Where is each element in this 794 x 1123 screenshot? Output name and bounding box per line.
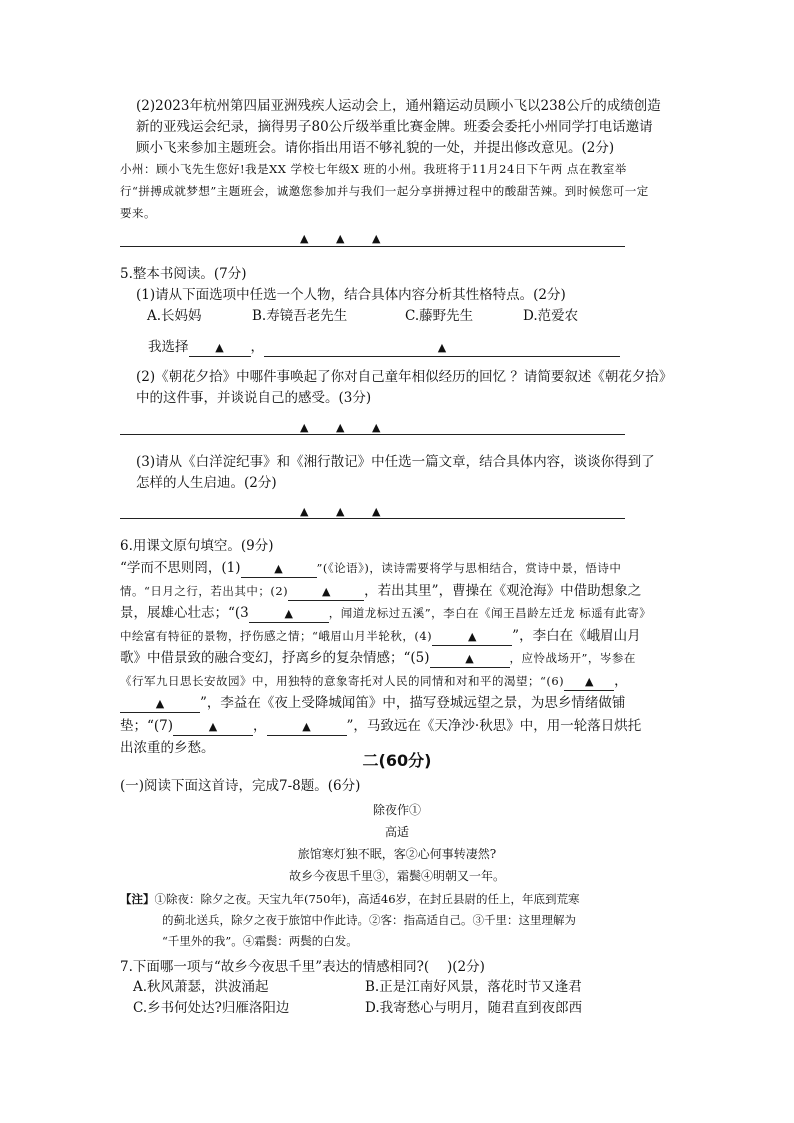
triangle-mark: ▲ bbox=[465, 652, 474, 665]
q4-2-call-text: 小州：顾小飞先生您好!我是XX 学校七年级X 班的小州。我班将于11月24日下午两 点在教室举行“拼搏成就梦想”主题班会，诚邀您参加并与我们一起分享拼搏过程中的酸甜苦辣。到时候您可一定要来。 bbox=[120, 162, 649, 220]
triangle-mark: ▲ bbox=[336, 232, 345, 245]
q6-text: ，闻道龙标过五溪”，李白在《闻王昌龄左迁龙 标遥有此寄》中绘富有特征的景物，抒伤感之情；“峨眉山月半轮秋，(4) bbox=[120, 606, 646, 643]
q7-option-b[interactable]: B.正是江南好风景，落花时节又逢君 bbox=[365, 979, 582, 995]
blank-1[interactable] bbox=[241, 561, 317, 578]
q6-text: ， bbox=[253, 717, 267, 734]
answer-triangles bbox=[300, 232, 408, 245]
answer-triangles bbox=[300, 421, 408, 434]
poem-title: 除夜作① bbox=[372, 803, 421, 817]
q5-option-c[interactable]: C.藤野先生 bbox=[405, 308, 474, 324]
answer-line[interactable] bbox=[120, 246, 625, 247]
blank-4[interactable] bbox=[432, 629, 512, 646]
note-label: 【注】 bbox=[120, 892, 155, 906]
note-text: 的蓟北送兵，除夕之夜于旅馆中作此诗。②客：指高适自己。③千里：这里理解为 bbox=[162, 913, 576, 927]
triangle-mark: ▲ bbox=[155, 697, 165, 710]
q5-sub1: (1)请从下面选项中任选一个人物，结合具体内容分析其性格特点。(2分) bbox=[136, 287, 566, 303]
blank-7a[interactable] bbox=[173, 719, 253, 736]
triangle-mark: ▲ bbox=[372, 421, 381, 434]
blank-7b[interactable] bbox=[267, 719, 347, 736]
q7-option-a[interactable]: A.秋风萧瑟，洪波涌起 bbox=[133, 979, 269, 995]
q6-text: ”，李白在《峨眉山月歌》中借景致的融合变幻，抒离乡的复杂情感；“(5) bbox=[120, 627, 641, 666]
triangle-mark: ▲ bbox=[372, 232, 381, 245]
q6-text: ，若出其里”，曹操在《观沧海》中借助想象之景，展雄心壮志；“(3 bbox=[120, 582, 642, 621]
triangle-mark: ▲ bbox=[321, 584, 331, 598]
poem-author: 高适 bbox=[384, 825, 409, 839]
section-intro: (一)阅读下面这首诗，完成7-8题。(6分) bbox=[120, 778, 361, 794]
q7-option-c[interactable]: C.乡书何处达?归雁洛阳边 bbox=[133, 1000, 290, 1016]
blank-5[interactable] bbox=[430, 651, 510, 668]
q7-stem: 7.下面哪一项与“故乡今夜思千里”表达的情感相同?( )(2分) bbox=[120, 959, 485, 975]
answer-line[interactable] bbox=[120, 434, 625, 435]
q6-passage bbox=[120, 557, 650, 760]
q6-text: “学而不思则罔，(1) bbox=[120, 560, 241, 576]
note-text: “千里外的我”。④霜鬓：两鬓的白发。 bbox=[162, 934, 358, 948]
q6-title: 6.用课文原句填空。(9分) bbox=[120, 538, 274, 554]
poem-line-2: 故乡今夜思千里③，霜鬓④明朝又一年。 bbox=[288, 869, 505, 883]
q5-sub2: (2)《朝花夕拾》中哪件事唤起了你对自己童年相似经历的回忆 ？请简要叙述《朝花夕拾》中的这件事，并谈说自己的感受。(3分) bbox=[136, 369, 666, 406]
q6-text: ”(《论语》)，读诗需要将学与思相结合，赏诗中景，悟诗中情。“日月之行，若出其中；(2) bbox=[120, 561, 622, 598]
q5-option-a[interactable]: A.长妈妈 bbox=[147, 308, 202, 324]
triangle-mark: ▲ bbox=[274, 562, 283, 575]
q7-option-d[interactable]: D.我寄愁心与明月，随君直到夜郎西 bbox=[365, 1000, 583, 1016]
triangle-mark: ▲ bbox=[208, 719, 218, 733]
q5-option-b[interactable]: B.寿镜吾老先生 bbox=[252, 308, 348, 324]
triangle-mark: ▲ bbox=[284, 607, 293, 620]
poem-note bbox=[120, 889, 680, 952]
triangle-mark: ▲ bbox=[467, 629, 477, 643]
q5-option-d[interactable]: D.范爱农 bbox=[523, 308, 579, 324]
q6-text: ”，李益在《夜上受降城闻笛》中，描写登城远望之景，为思乡情绪做铺垫；“(7) bbox=[120, 695, 626, 734]
triangle-mark: ▲ bbox=[300, 421, 309, 434]
triangle-mark: ▲ bbox=[300, 505, 309, 518]
q5-choose-row: 我选择 ▲ ， ▲ bbox=[148, 337, 628, 358]
blank-3[interactable] bbox=[249, 606, 329, 623]
q6-text: ，应怜战场开”，岑参在《行军九日思长安故园》中，用独特的意象寄托对人民的同情和对和平的渴望；“(6) bbox=[120, 651, 636, 688]
blank-6b[interactable] bbox=[120, 696, 200, 713]
triangle-mark: ▲ bbox=[215, 341, 224, 354]
poem-line-1: 旅馆寒灯独不眠，客②心何事转凄然? bbox=[297, 847, 497, 861]
triangle-mark: ▲ bbox=[336, 505, 345, 518]
answer-triangles bbox=[300, 505, 408, 518]
choose-blank[interactable] bbox=[189, 340, 251, 357]
triangle-mark: ▲ bbox=[437, 341, 447, 354]
q5-sub3: (3)请从《白洋淀纪事》和《湘行散记》中任选一篇文章，结合具体内容，谈谈你得到了怎样的人生启迪。(2分) bbox=[136, 454, 655, 491]
q6-text: ”，马致远在《天净沙·秋思》中，用一轮落日烘托出浓重的乡愁。 bbox=[120, 717, 642, 756]
triangle-mark: ▲ bbox=[300, 232, 309, 245]
blank-2[interactable] bbox=[288, 584, 364, 601]
q5-options bbox=[147, 306, 647, 327]
triangle-mark: ▲ bbox=[336, 421, 345, 434]
choose-reason-blank[interactable] bbox=[264, 340, 620, 357]
triangle-mark: ▲ bbox=[302, 719, 311, 733]
q4-2-stem: (2)2023年杭州第四届亚洲残疾人运动会上，通州籍运动员顾小飞以238公斤的成绩创造新的亚残运会纪录，摘得男子80公斤级举重比赛金牌。班委会委托小州同学打电话邀请顾小飞来参加主题班会。请你指出用语不够礼貌的一处，并提出修改意见。(2分) bbox=[136, 98, 661, 156]
section-title: 二(60分) bbox=[362, 751, 432, 770]
triangle-mark: ▲ bbox=[372, 505, 381, 518]
note-text: ①除夜：除夕之夜。天宝九年(750年)，高适46岁，在封丘县尉的任上，年底到荒寒 bbox=[154, 892, 580, 906]
q5-title: 5.整本书阅读。(7分) bbox=[120, 266, 247, 282]
answer-line[interactable] bbox=[120, 518, 625, 519]
q7-options bbox=[133, 977, 653, 1019]
blank-6a[interactable] bbox=[564, 674, 614, 691]
q6-text: ， bbox=[614, 672, 628, 689]
triangle-mark: ▲ bbox=[584, 674, 594, 688]
choose-label: 我选择 bbox=[148, 339, 189, 355]
